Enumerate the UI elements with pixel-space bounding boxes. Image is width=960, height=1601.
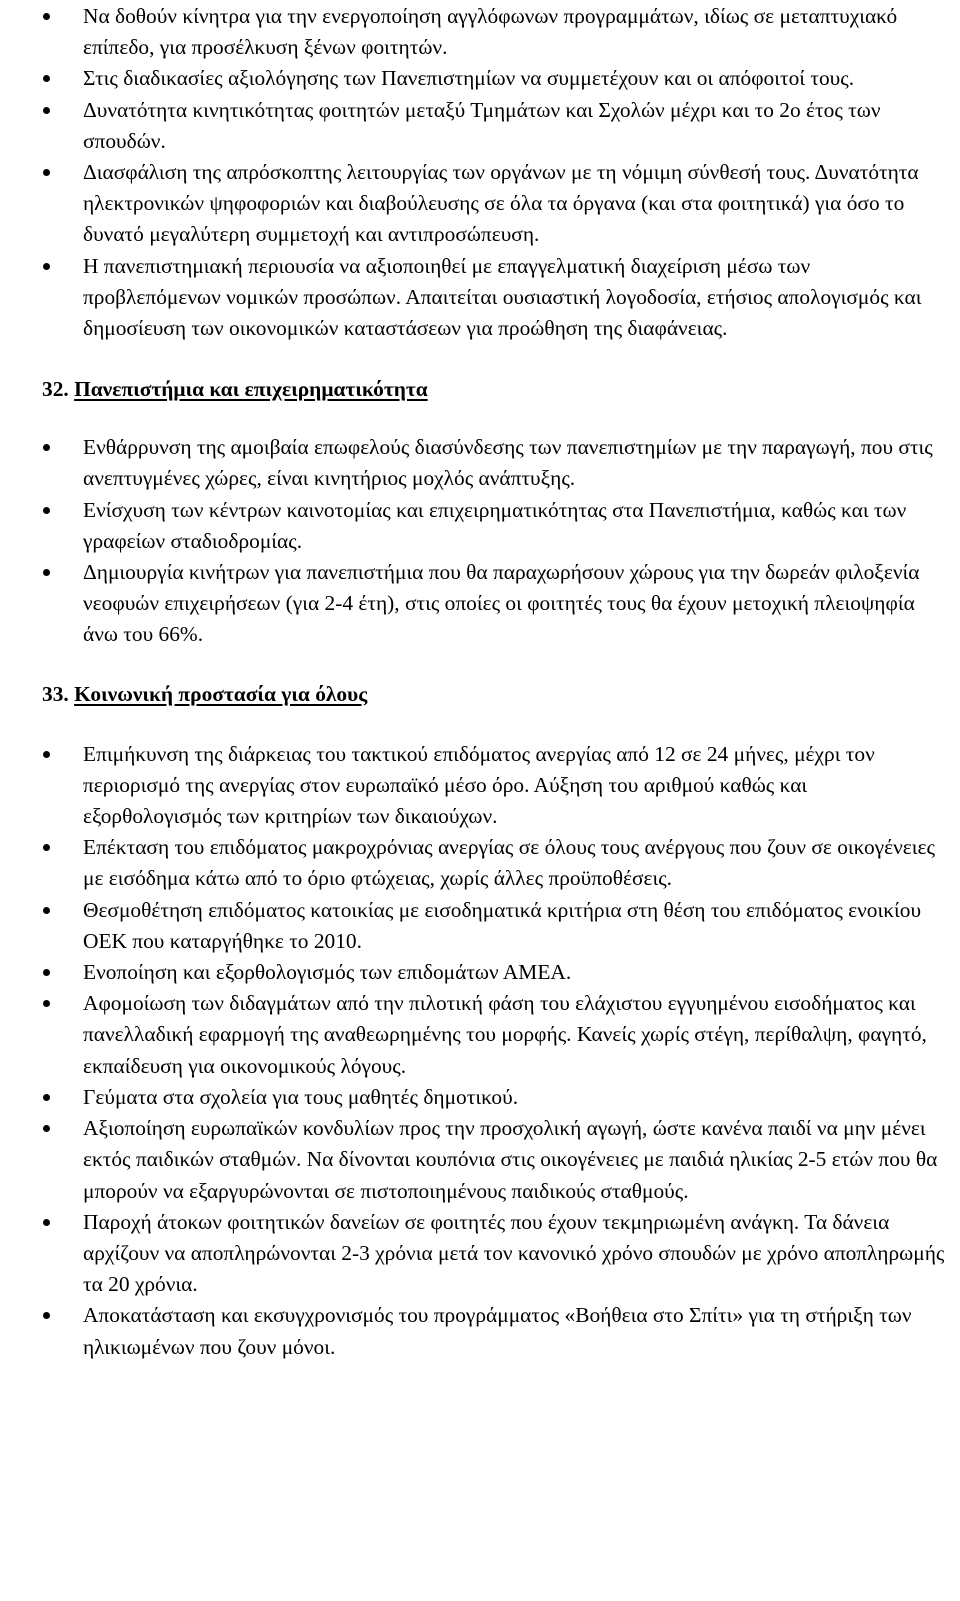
- list-item-text: Ενοποίηση και εξορθολογισμός των επιδομάτων ΑΜΕΑ.: [83, 960, 572, 985]
- bullet-icon: [43, 1312, 50, 1319]
- bullet-list-universities-continued: [42, 1, 946, 344]
- list-item: [42, 557, 946, 651]
- list-item: [42, 63, 946, 94]
- list-item-text: Ενίσχυση των κέντρων καινοτομίας και επιχειρηματικότητας στα Πανεπιστήμια, καθώς και των γραφείων σταδιοδρομίας.: [83, 497, 907, 553]
- section-heading-33: [42, 679, 946, 710]
- bullet-icon: [43, 444, 50, 451]
- list-item: [42, 157, 946, 251]
- list-item-text: Δημιουργία κινήτρων για πανεπιστήμια που θα παραχωρήσουν χώρους για την δωρεάν φιλοξενία νεοφυών επιχειρήσεων (για 2-4 έτη), στις οποίες οι φοιτητές τους θα έχουν μετοχική πλειοψηφία άνω του 66%.: [83, 560, 920, 647]
- list-item: [42, 988, 946, 1082]
- list-item-text: Δυνατότητα κινητικότητας φοιτητών μεταξύ Τμημάτων και Σχολών μέχρι και το 2ο έτος των σπουδών.: [83, 97, 881, 153]
- bullet-icon: [43, 1000, 50, 1007]
- list-item-text: Θεσμοθέτηση επιδόματος κατοικίας με εισοδηματικά κριτήρια στη θέση του επιδόματος ενοικίου ΟΕΚ που καταργήθηκε το 2010.: [83, 897, 922, 953]
- bullet-list-social-protection: [42, 739, 946, 1363]
- section-heading-32: [42, 374, 946, 405]
- list-item-text: Διασφάλιση της απρόσκοπτης λειτουργίας των οργάνων με τη νόμιμη σύνθεσή τους. Δυνατότητα ηλεκτρονικών ψηφοφοριών και διαβούλευσης σε όλα τα όργανα (και στα φοιτητικά) για όσο το δυνατό μεγαλύτερη συμμετοχή και αντιπροσώπευση.: [83, 160, 919, 247]
- list-item: [42, 1300, 946, 1362]
- bullet-icon: [43, 75, 50, 82]
- list-item: [42, 1113, 946, 1207]
- bullet-icon: [43, 263, 50, 270]
- bullet-icon: [43, 1094, 50, 1101]
- list-item-text: Ενθάρρυνση της αμοιβαία επωφελούς διασύνδεσης των πανεπιστημίων με την παραγωγή, που στις ανεπτυγμένες χώρες, είναι κινητήριος μοχλός ανάπτυξης.: [83, 435, 933, 491]
- bullet-icon: [43, 569, 50, 576]
- list-item: [42, 739, 946, 833]
- list-item-text: Να δοθούν κίνητρα για την ενεργοποίηση αγγλόφωνων προγραμμάτων, ιδίως σε μεταπτυχιακό επίπεδο, για προσέλκυση ξένων φοιτητών.: [83, 4, 898, 60]
- section-number: 33.: [42, 681, 69, 706]
- list-item: [42, 832, 946, 894]
- bullet-icon: [43, 751, 50, 758]
- bullet-icon: [43, 1219, 50, 1226]
- list-item: [42, 251, 946, 345]
- bullet-icon: [43, 969, 50, 976]
- list-item: [42, 957, 946, 988]
- bullet-icon: [43, 169, 50, 176]
- document-page: [0, 1, 960, 1601]
- list-item-text: Στις διαδικασίες αξιολόγησης των Πανεπιστημίων να συμμετέχουν και οι απόφοιτοί τους.: [83, 66, 855, 91]
- list-item: [42, 895, 946, 957]
- list-item-text: Γεύματα στα σχολεία για τους μαθητές δημοτικού.: [83, 1084, 519, 1109]
- list-item-text: Αξιοποίηση ευρωπαϊκών κονδυλίων προς την προσχολική αγωγή, ώστε κανένα παιδί να μην μένει εκτός παιδικών σταθμών. Να δίνονται κουπόνια στις οικογένειες με παιδιά ηλικίας 2-5 ετών που θα μπορούν να εξαργυρώνονται σε πιστοποιημένους παιδικούς σταθμούς.: [83, 1116, 938, 1203]
- bullet-icon: [43, 907, 50, 914]
- bullet-icon: [43, 107, 50, 114]
- list-item-text: Παροχή άτοκων φοιτητικών δανείων σε φοιτητές που έχουν τεκμηριωμένη ανάγκη. Τα δάνεια αρχίζουν να αποπληρώνονται 2-3 χρόνια μετά τον κανονικό χρόνο σπουδών με χρόνο αποπληρωμής τα 20 χρόνια.: [83, 1209, 945, 1297]
- list-item: [42, 1207, 946, 1301]
- list-item-text: Η πανεπιστημιακή περιουσία να αξιοποιηθεί με επαγγελματική διαχείριση μέσω των προβλεπόμενων νομικών προσώπων. Απαιτείται ουσιαστική λογοδοσία, ετήσιος απολογισμός και δημοσίευση των οικονομικών καταστάσεων για προώθηση της διαφάνειας.: [83, 253, 922, 341]
- bullet-icon: [43, 13, 50, 20]
- list-item-text: Επέκταση του επιδόματος μακροχρόνιας ανεργίας σε όλους τους ανέργους που ζουν σε οικογένειες με εισόδημα κάτω από το όριο φτώχειας, χωρίς άλλες προϋποθέσεις.: [83, 835, 935, 891]
- list-item: [42, 1082, 946, 1113]
- bullet-icon: [43, 844, 50, 851]
- bullet-icon: [43, 507, 50, 514]
- section-title: Κοινωνική προστασία για όλους: [74, 681, 368, 706]
- list-item-text: Επιμήκυνση της διάρκειας του τακτικού επιδόματος ανεργίας από 12 σε 24 μήνες, μέχρι τον περιορισμό της ανεργίας στον ευρωπαϊκό μέσο όρο. Αύξηση του αριθμού καθώς και εξορθολογισμός των κριτηρίων των δικαιούχων.: [83, 741, 875, 829]
- section-title: Πανεπιστήμια και επιχειρηματικότητα: [74, 377, 428, 402]
- list-item: [42, 95, 946, 157]
- list-item: [42, 495, 946, 557]
- list-item: [42, 1, 946, 63]
- list-item-text: Αφομοίωση των διδαγμάτων από την πιλοτική φάση του ελάχιστου εγγυημένου εισοδήματος και πανελλαδική εφαρμογή της αναθεωρημένης του μορφής. Κανείς χωρίς στέγη, περίθαλψη, φαγητό, εκπαίδευση για οικονομικούς λόγους.: [83, 991, 927, 1078]
- section-number: 32.: [42, 377, 69, 402]
- list-item-text: Αποκατάσταση και εκσυγχρονισμός του προγράμματος «Βοήθεια στο Σπίτι» για τη στήριξη των ηλικιωμένων που ζουν μόνοι.: [83, 1303, 912, 1359]
- bullet-icon: [43, 1125, 50, 1132]
- list-item: [42, 432, 946, 494]
- bullet-list-entrepreneurship: [42, 432, 946, 650]
